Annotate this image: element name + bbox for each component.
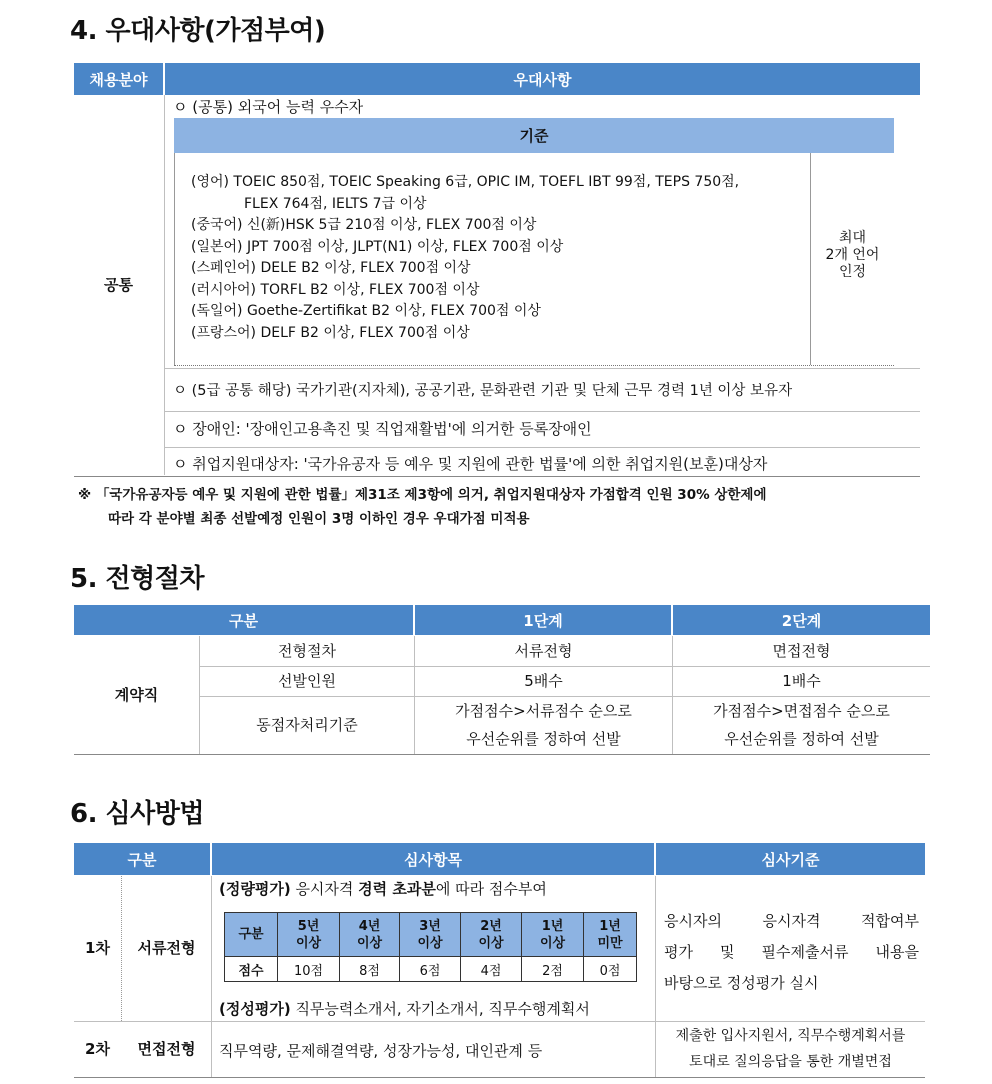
score-cell: 6점: [400, 957, 461, 982]
round2-criteria: [656, 1023, 925, 1075]
section4-title: 4. 우대사항(가점부여): [70, 16, 326, 46]
header-field: 채용분야: [74, 63, 163, 95]
quant-emphasis: 경력 초과분: [358, 880, 436, 898]
round1-criteria: [664, 906, 919, 999]
tiebreak-line: 우선순위를 정하여 선발: [466, 730, 621, 748]
section5-title: 5. 전형절차: [70, 564, 204, 594]
divider: [164, 95, 165, 475]
tiebreak-line: 가점점수>서류점수 순으로: [455, 702, 632, 720]
qual-label: (정성평가): [219, 1000, 291, 1018]
header-stage2: 2단계: [673, 605, 930, 635]
header-category: 구분: [74, 605, 413, 635]
max-note-line: 인정: [838, 264, 867, 280]
tiebreak-stage1: [415, 697, 672, 753]
divider: [74, 754, 930, 755]
score-table: [224, 912, 637, 982]
header-stage1: 1단계: [415, 605, 671, 635]
note-line-1: ※ 「국가유공자등 예우 및 지원에 관한 법률」제31조 제3항에 의거, 취업지원대상자 가점합격 인원 30% 상한제에: [78, 487, 767, 503]
quant-label: (정량평가): [219, 880, 291, 898]
criteria-line: 제출한 입사지원서, 직무수행계획서를: [675, 1028, 906, 1044]
round2-name: 면접전형: [137, 1040, 196, 1059]
criteria-spanish: (스페인어) DELE B2 이상, FLEX 700점 이상: [191, 260, 471, 276]
tiebreak-line: 우선순위를 정하여 선발: [724, 730, 879, 748]
row-label: 동점자처리기준: [256, 716, 358, 735]
criteria-french: (프랑스어) DELF B2 이상, FLEX 700점 이상: [191, 324, 470, 341]
row-label: 전형절차: [278, 641, 336, 660]
round1-name: 서류전형: [137, 939, 196, 958]
row-stage2: 면접전형: [772, 641, 831, 660]
score-header-cell: 2년 이상: [461, 913, 522, 957]
tiebreak-line: 가점점수>면접점수 순으로: [713, 702, 890, 720]
quant-text: 에 따라 점수부여: [435, 880, 547, 898]
criteria-list: [191, 172, 739, 344]
criteria-line: 평가 및 필수제출서류 내용을: [664, 943, 919, 961]
criteria-header: 기준: [174, 118, 894, 153]
score-cell: 0점: [584, 957, 637, 982]
criteria-line: 토대로 질의응답을 통한 개별면접: [689, 1054, 892, 1070]
divider: [74, 476, 920, 477]
item-employment-support: ㅇ 취업지원대상자: '국가유공자 등 예우 및 지원에 관한 법률'에 의한 취업지원(보훈)대상자: [173, 455, 768, 473]
score-header-cell: 1년 미만: [584, 913, 637, 957]
score-header-cell: 구분: [225, 913, 278, 957]
tiebreak-stage2: [673, 697, 930, 753]
criteria-line: 응시자의 응시자격 적합여부: [664, 912, 919, 930]
max-languages-note: [811, 230, 894, 281]
quant-eval: [219, 878, 547, 899]
row-stage2: 1배수: [782, 672, 821, 691]
criteria-japanese: (일본어) JPT 700점 이상, JLPT(N1) 이상, FLEX 700점 이상: [191, 238, 564, 255]
quant-text: 응시자격: [290, 880, 359, 898]
criteria-russian: (러시아어) TORFL B2 이상, FLEX 700점 이상: [191, 281, 480, 298]
score-cell: 8점: [340, 957, 400, 982]
criteria-line: 바탕으로 정성평가 실시: [664, 974, 819, 992]
item-foreign-language: ㅇ (공통) 외국어 능력 우수자: [173, 98, 364, 116]
score-cell: 점수: [225, 957, 278, 982]
score-cell: 10점: [278, 957, 340, 982]
max-note-line: 2개 언어: [825, 247, 880, 263]
score-cell: 2점: [522, 957, 584, 982]
header-preference: 우대사항: [165, 63, 920, 95]
criteria-german: (독일어) Goethe-Zertifikat B2 이상, FLEX 700점 이상: [191, 303, 541, 319]
score-header-cell: 1년 이상: [522, 913, 584, 957]
group-contract: 계약직: [114, 685, 159, 704]
criteria-chinese: (중국어) 신(新)HSK 5급 210점 이상, FLEX 700점 이상: [191, 217, 537, 233]
max-note-line: 최대: [838, 230, 867, 246]
score-table-row: [225, 957, 637, 982]
divider: [211, 876, 212, 1077]
header-items: 심사항목: [212, 843, 654, 875]
divider: [165, 447, 920, 448]
score-header-cell: 5년 이상: [278, 913, 340, 957]
score-cell: 4점: [461, 957, 522, 982]
score-header-cell: 3년 이상: [400, 913, 461, 957]
qual-text: 직무능력소개서, 자기소개서, 직무수행계획서: [290, 1000, 590, 1018]
row-stage1: 5배수: [524, 672, 563, 691]
row-label: 선발인원: [278, 672, 336, 691]
score-table-header: [225, 913, 637, 957]
criteria-border-bottom: [174, 365, 894, 366]
score-header-cell: 4년 이상: [340, 913, 400, 957]
qual-eval: [219, 998, 590, 1019]
divider: [74, 1077, 925, 1078]
criteria-english: (영어) TOEIC 850점, TOEIC Speaking 6급, OPIC IM, TOEFL IBT 99점, TEPS 750점,: [191, 174, 740, 190]
round1-order: 1차: [85, 939, 110, 958]
item-disabled: ㅇ 장애인: '장애인고용촉진 및 직업재활법'에 의거한 등록장애인: [173, 420, 592, 438]
header-category: 구분: [74, 843, 210, 875]
criteria-english-cont: FLEX 764점, IELTS 7급 이상: [244, 195, 427, 212]
round2-items: 직무역량, 문제해결역량, 성장가능성, 대인관계 등: [219, 1042, 543, 1060]
header-criteria: 심사기준: [656, 843, 925, 875]
round2-order: 2차: [85, 1040, 110, 1059]
field-common: 공통: [104, 275, 133, 294]
note-line-2: 따라 각 분야별 최종 선발예정 인원이 3명 이하인 경우 우대가점 미적용: [108, 511, 530, 527]
item-career: ㅇ (5급 공통 해당) 국가기관(지자체), 공공기관, 문화관련 기관 및 단체 근무 경력 1년 이상 보유자: [173, 383, 793, 399]
section6-title: 6. 심사방법: [70, 799, 204, 829]
row-stage1: 서류전형: [514, 641, 573, 660]
criteria-border-left: [174, 153, 175, 365]
divider: [165, 368, 920, 369]
divider: [165, 411, 920, 412]
